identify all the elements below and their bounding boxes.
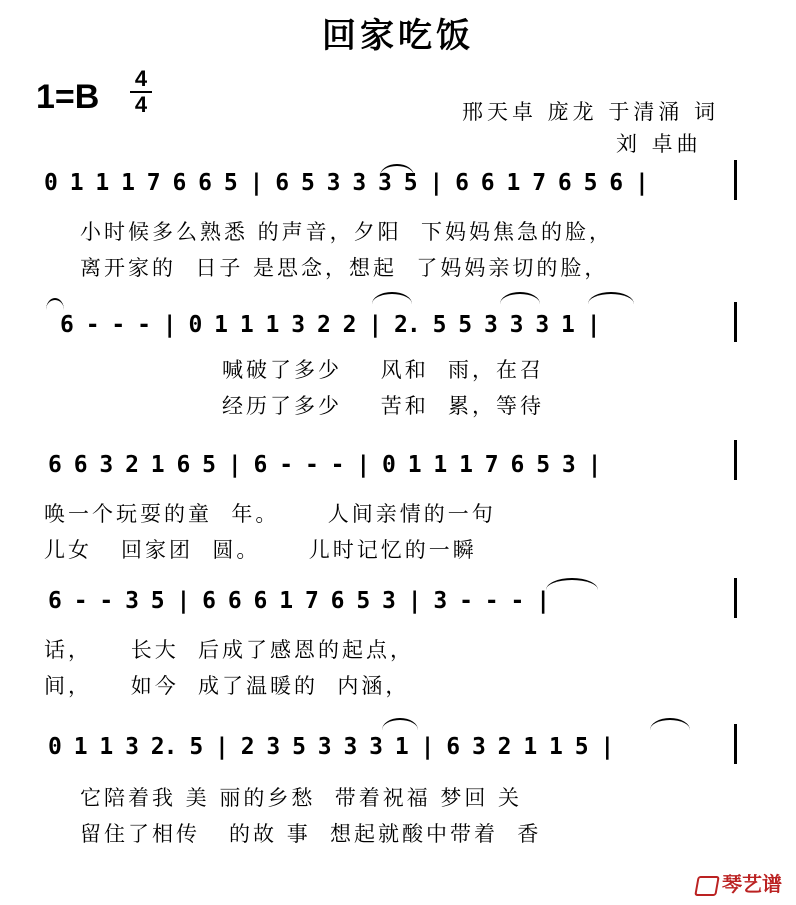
lyricist-credit: 邢天卓 庞龙 于清涌 词 <box>462 100 720 124</box>
tie-mark <box>372 292 412 304</box>
lyric-verse-2: 经历了多少 苦和 累，等待 <box>222 394 545 418</box>
lyric-verse-2: 间， 如今 成了温暖的 内涵， <box>44 674 410 698</box>
end-barline <box>734 302 737 342</box>
tie-mark <box>588 292 634 304</box>
tie-mark <box>500 292 540 304</box>
watermark-text: 琴艺谱 <box>722 872 782 896</box>
lyric-verse-2: 离开家的 日子 是思念，想起 了妈妈亲切的脸， <box>80 256 609 280</box>
notation-line: 6 - - 3 5 | 6 6 6 1 7 6 5 3 | 3 - - - | <box>48 588 550 614</box>
lyric-verse-1: 唤一个玩耍的童 年。 人间亲情的一句 <box>44 502 496 526</box>
lyric-verse-1: 喊破了多少 风和 雨，在召 <box>222 358 545 382</box>
time-sig-bottom: 4 <box>134 92 148 117</box>
lyric-verse-1: 小时候多么熟悉 的声音，夕阳 下妈妈焦急的脸， <box>80 220 614 244</box>
time-sig-top: 4 <box>134 66 148 91</box>
notation-line: 0 1 1 3 2. 5 | 2 3 5 3 3 3 1 | 6 3 2 1 1 5 | <box>48 734 614 760</box>
tie-mark <box>546 578 598 590</box>
end-barline <box>734 578 737 618</box>
notation-line: 0 1 1 1 7 6 6 5 | 6 5 3 3 3 5 | 6 6 1 7 6 5 6 | <box>44 170 648 196</box>
lyric-verse-1: 它陪着我 美 丽的乡愁 带着祝福 梦回 关 <box>80 786 523 810</box>
site-watermark <box>696 868 782 897</box>
end-barline <box>734 160 737 200</box>
composer-credit: 刘 卓曲 <box>616 132 702 156</box>
end-barline <box>734 440 737 480</box>
lyric-verse-1: 话， 长大 后成了感恩的起点， <box>44 638 415 662</box>
notation-line: 6 6 3 2 1 6 5 | 6 - - - | 0 1 1 1 7 6 5 3 | <box>48 452 601 478</box>
key-signature: 1=B <box>36 78 100 116</box>
end-barline <box>734 724 737 764</box>
lyric-verse-2: 儿女 回家团 圆。 儿时记忆的一瞬 <box>44 538 477 562</box>
tie-mark <box>382 718 418 730</box>
song-title: 回家吃饭 <box>322 16 474 56</box>
tie-mark <box>46 298 64 310</box>
tie-mark <box>650 718 690 730</box>
lyric-verse-2: 留住了相传 的故 事 想起就酸中带着 香 <box>80 822 542 846</box>
time-signature <box>130 68 152 116</box>
logo-icon <box>694 876 720 896</box>
notation-line: 6 - - - | 0 1 1 1 3 2 2 | 2. 5 5 3 3 3 1 | <box>60 312 600 338</box>
